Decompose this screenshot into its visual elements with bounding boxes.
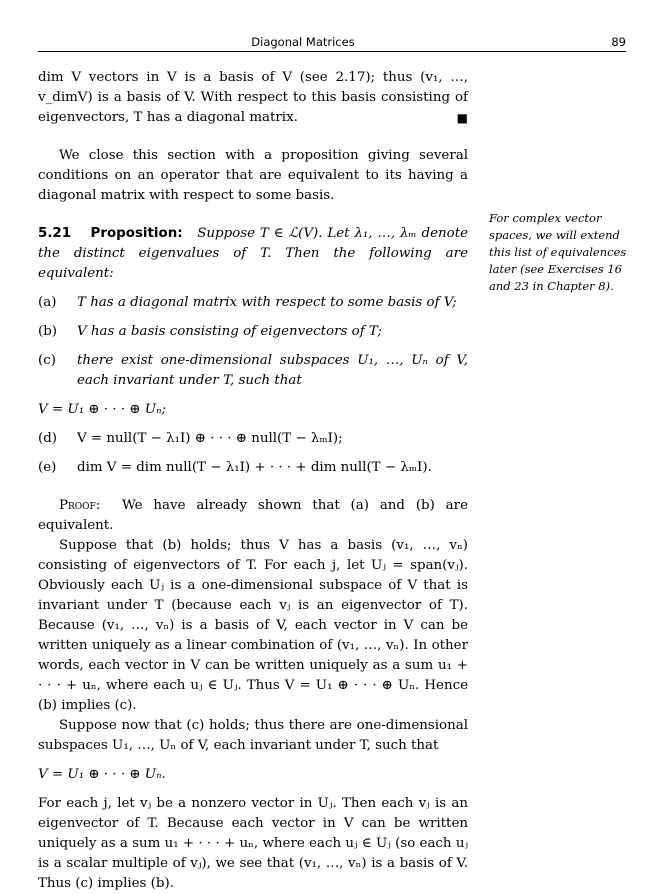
proposition-heading: Proposition: — [90, 226, 183, 241]
list-text: there exist one-dimensional subspaces U₁, …, Uₙ of V, each invariant under T, such that — [77, 353, 468, 388]
list-item-b — [38, 322, 468, 342]
list-text: dim V = dim null(T − λ₁I) + · · · + dim null(T − λₘI). — [77, 460, 432, 475]
proof-paragraph-3: Suppose now that (c) holds; thus there are one-dimensional subspaces U₁, …, Uₙ of V, each invariant under T, such that — [38, 718, 468, 753]
proof-paragraph-1 — [38, 496, 468, 536]
running-title: Diagonal Matrices — [251, 35, 355, 49]
display-equation-c: V = U₁ ⊕ · · · ⊕ Uₙ; — [38, 402, 167, 417]
page-number: 89 — [611, 35, 626, 49]
proposition-number: 5.21 — [38, 226, 72, 241]
list-label: (e) — [38, 460, 57, 475]
list-item-d — [38, 429, 468, 449]
display-equation-proof: V = U₁ ⊕ · · · ⊕ Uₙ. — [38, 767, 166, 782]
proof-text-1: We have already shown that (a) and (b) are equivalent. — [38, 498, 468, 533]
list-item-a — [38, 293, 468, 313]
list-text: V has a basis consisting of eigenvectors of T; — [77, 324, 382, 339]
proof-paragraph-4: For each j, let vⱼ be a nonzero vector in Uⱼ. Then each vⱼ is an eigenvector of T. Because each vector in V can be written uniquely as a sum u₁ + · · · + uₙ, where each uⱼ ∈ Uⱼ (so each uⱼ is a scalar multiple of vⱼ), we see that (v₁, …, vₙ) is a basis of V. Thus (c) implies (b). — [38, 796, 468, 891]
paragraph-intro: We close this section with a proposition giving several conditions on an operator that are equivalent to its having a diagonal matrix with respect to some basis. — [38, 148, 468, 203]
list-text: V = null(T − λ₁I) ⊕ · · · ⊕ null(T − λₘI); — [77, 431, 343, 446]
list-item-c — [38, 351, 468, 391]
running-header — [38, 35, 626, 52]
list-label: (c) — [38, 353, 56, 368]
list-text: T has a diagonal matrix with respect to some basis of V; — [77, 295, 457, 310]
proposition-text: Suppose T ∈ ℒ(V). Let λ₁, …, λₘ denote the distinct eigenvalues of T. Then the following are equivalent: — [38, 226, 469, 281]
proof-label: Proof: — [59, 498, 101, 513]
paragraph-basis — [38, 68, 468, 128]
list-item-e — [38, 458, 468, 478]
main-text — [38, 68, 468, 894]
proposition-statement — [38, 224, 468, 284]
list-label: (d) — [38, 431, 58, 446]
list-label: (b) — [38, 324, 58, 339]
paragraph-basis-text: dim V vectors in V is a basis of V (see 2.17); thus (v₁, …, v_dimV) is a basis of V. With respect to this basis consisting of eigenvectors, T has a diagonal matrix. — [38, 70, 468, 125]
qed-icon: ■ — [456, 111, 468, 125]
proof-paragraph-2: Suppose that (b) holds; thus V has a basis (v₁, …, vₙ) consisting of eigenvectors of T. For each j, let Uⱼ = span(vⱼ). Obviously each Uⱼ is a one-dimensional subspace of V that is invariant under T (because each vⱼ is an eigenvector of T). Because (v₁, …, vₙ) is a basis of V, each vector in V can be written uniquely as a linear combination of (v₁, …, vₙ). In other words, each vector in V can be written uniquely as a sum u₁ + · · · + uₙ, where each uⱼ ∈ Uⱼ. Thus V = U₁ ⊕ · · · ⊕ Uₙ. Hence (b) implies (c). — [38, 538, 468, 713]
margin-note: For complex vector spaces, we will extend this list of equivalences later (see Exercises 16 and 23 in Chapter 8). — [489, 211, 627, 293]
list-label: (a) — [38, 295, 57, 310]
